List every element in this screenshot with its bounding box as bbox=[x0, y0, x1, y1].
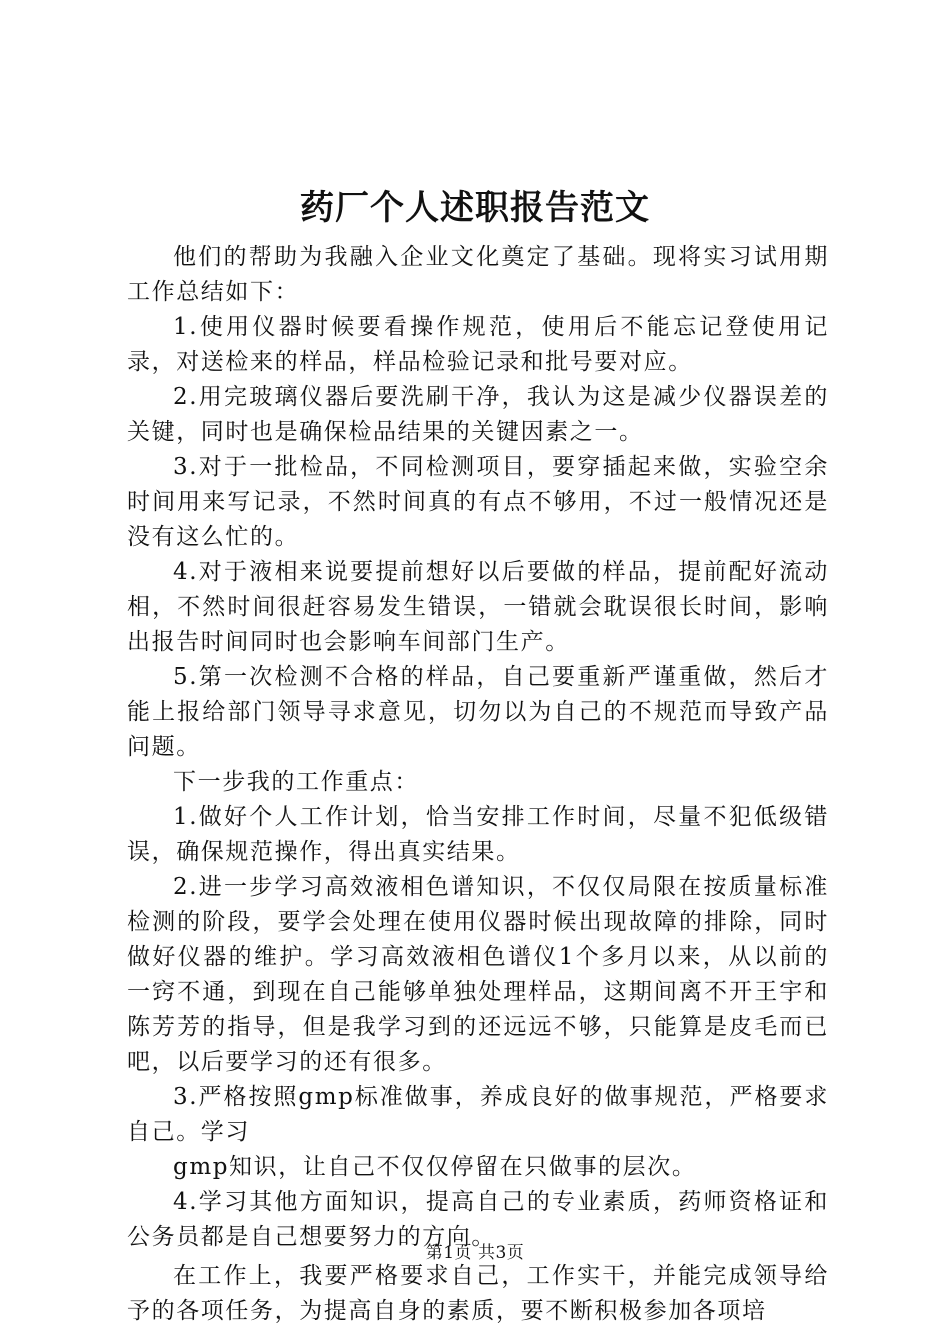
paragraph-item-1: 1.使用仪器时候要看操作规范，使用后不能忘记登使用记录，对送检来的样品，样品检验记录和批号要对应。 bbox=[127, 314, 829, 375]
document-title: 药厂个人述职报告范文 bbox=[300, 188, 650, 228]
paragraph-plan-4: 4.学习其他方面知识，提高自己的专业素质，药师资格证和公务员都是自己想要努力的方向。 bbox=[127, 1189, 829, 1250]
paragraph-item-2: 2.用完玻璃仪器后要洗刷干净，我认为这是减少仪器误差的关键，同时也是确保检品结果的关键因素之一。 bbox=[127, 384, 829, 445]
paragraph-intro: 他们的帮助为我融入企业文化奠定了基础。现将实习试用期工作总结如下： bbox=[127, 244, 829, 305]
document-body bbox=[127, 240, 829, 1329]
paragraph-item-4: 4.对于液相来说要提前想好以后要做的样品，提前配好流动相，不然时间很赶容易发生错误，一错就会耽误很长时间，影响出报告时间同时也会影响车间部门生产。 bbox=[127, 559, 829, 655]
paragraph-plan-1: 1.做好个人工作计划，恰当安排工作时间，尽量不犯低级错误，确保规范操作，得出真实结果。 bbox=[127, 804, 829, 865]
paragraph-plan-3-continued: gmp知识，让自己不仅仅停留在只做事的层次。 bbox=[173, 1154, 697, 1180]
paragraph-plan-3: 3.严格按照gmp标准做事，养成良好的做事规范，严格要求自己。学习 bbox=[127, 1084, 829, 1145]
paragraph-plan-2: 2.进一步学习高效液相色谱知识，不仅仅局限在按质量标准检测的阶段，要学会处理在使用仪器时候出现故障的排除，同时做好仪器的维护。学习高效液相色谱仪1个多月以来，从以前的一窍不通，到现在自己能够单独处理样品，这期间离不开王宇和陈芳芳的指导，但是我学习到的还远远不够，只能算是皮毛而已吧，以后要学习的还有很多。 bbox=[127, 874, 829, 1075]
page-footer: 第1页 共3页 bbox=[425, 1243, 525, 1263]
paragraph-item-5: 5.第一次检测不合格的样品，自己要重新严谨重做，然后才能上报给部门领导寻求意见，切勿以为自己的不规范而导致产品问题。 bbox=[127, 664, 829, 760]
paragraph-item-3: 3.对于一批检品，不同检测项目，要穿插起来做，实验空余时间用来写记录，不然时间真的有点不够用，不过一般情况还是没有这么忙的。 bbox=[127, 454, 829, 550]
paragraph-next-steps-heading: 下一步我的工作重点： bbox=[173, 769, 419, 795]
paragraph-closing: 在工作上，我要严格要求自己，工作实干，并能完成领导给予的各项任务，为提高自身的素质，要不断积极参加各项培 bbox=[127, 1263, 829, 1324]
